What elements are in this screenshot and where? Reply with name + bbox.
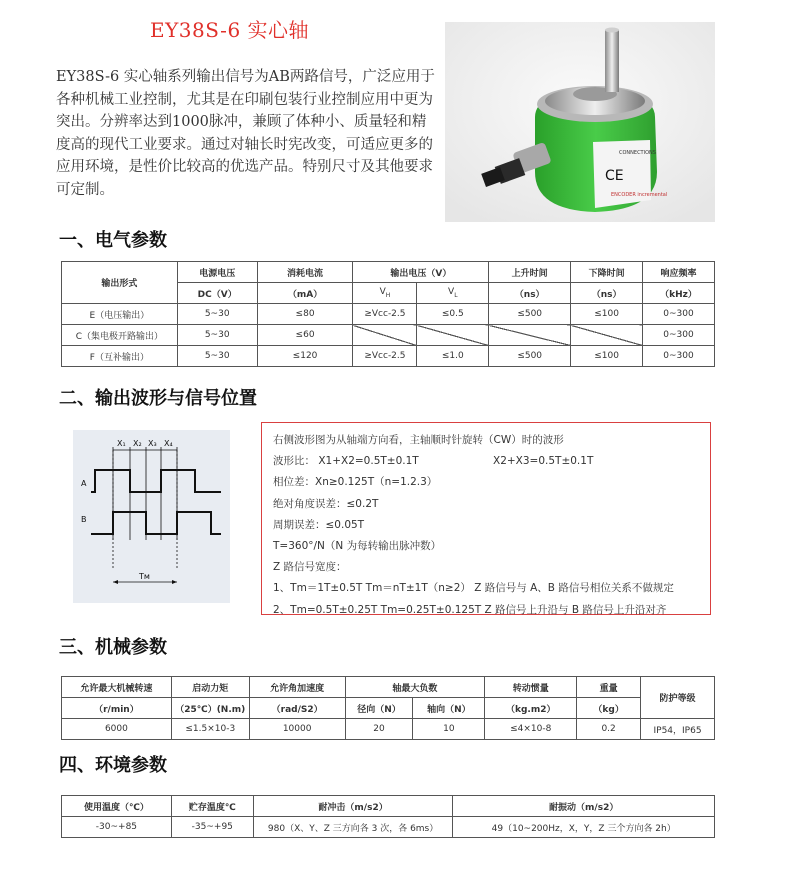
product-photo: [445, 22, 715, 222]
cell-torque: ≤1.5×10-3: [171, 719, 249, 740]
cell-speed: 6000: [62, 719, 172, 740]
electrical-table: [61, 261, 715, 367]
header-axial: 轴向（N）: [413, 698, 485, 719]
label-a: A: [81, 479, 87, 488]
cell-weight: 0.2: [577, 719, 641, 740]
cell-empty: [417, 325, 489, 346]
cell-vl: ≤1.0: [417, 346, 489, 367]
cell-empty: [571, 325, 643, 346]
cell-rise: ≤500: [489, 304, 571, 325]
cell-use-temp: -30~+85: [62, 817, 172, 838]
header-weight: 重量: [577, 677, 641, 698]
signal-description-box: [261, 422, 711, 615]
header-current: 消耗电流: [257, 262, 353, 283]
cell-protect: IP54，IP65: [641, 719, 715, 740]
header-output-form: 输出形式: [62, 262, 178, 304]
desc-line: Z 路信号宽度：: [273, 561, 347, 574]
cell-current: ≤60: [257, 325, 353, 346]
header-accel-unit: （rad/S2）: [249, 698, 345, 719]
mechanical-table: [61, 676, 715, 740]
cell-empty: [353, 325, 417, 346]
header-protect: 防护等级: [641, 677, 715, 719]
cell-freq: 0~300: [643, 346, 715, 367]
encoder-illustration: [445, 22, 715, 222]
cell-radial: 20: [345, 719, 413, 740]
header-rise: 上升时间: [489, 262, 571, 283]
section-waveform-title: 二、输出波形与信号位置: [59, 388, 257, 409]
cell-current: ≤120: [257, 346, 353, 367]
desc-ratio-2: X2+X3=0.5T±0.1T: [493, 455, 594, 468]
header-shock: 耐冲击（m/s2）: [253, 796, 453, 817]
cell-current: ≤80: [257, 304, 353, 325]
header-freq: 响应频率: [643, 262, 715, 283]
desc-line-ratio: [273, 451, 710, 472]
cell-form: E（电压输出）: [62, 304, 178, 325]
header-torque: 启动力矩: [171, 677, 249, 698]
signal-b-wave: [91, 512, 221, 534]
cell-vl: ≤0.5: [417, 304, 489, 325]
section-electrical-title: 一、电气参数: [59, 230, 167, 251]
label-tm: Tм: [139, 572, 150, 581]
cell-supply: 5~30: [177, 325, 257, 346]
section-environment-title: 四、环境参数: [59, 755, 167, 776]
desc-line: 2、Tm=0.5T±0.25T Tm=0.25T±0.125T Z 路信号上升沿与 B 路信号上升沿对齐: [273, 603, 667, 616]
table-row: [62, 817, 715, 838]
header-supply-unit: DC（V）: [177, 283, 257, 304]
label-b: B: [81, 515, 87, 524]
table-row: [62, 325, 715, 346]
table-row: [62, 304, 715, 325]
header-radial: 径向（N）: [345, 698, 413, 719]
signal-a-wave: [91, 470, 221, 492]
cell-vibration: 49（10~200Hz，X，Y，Z 三个方向各 2h）: [453, 817, 715, 838]
header-fall-unit: （ns）: [571, 283, 643, 304]
cell-store-temp: -35~+95: [171, 817, 253, 838]
header-inertia: 转动惯量: [485, 677, 577, 698]
desc-line: 右侧波形图为从轴端方向看，主轴顺时针旋转（CW）时的波形: [273, 434, 564, 446]
label-x1: X₁: [117, 439, 126, 448]
vl-label: V: [448, 287, 455, 298]
header-current-unit: （mA）: [257, 283, 353, 304]
cell-fall: ≤100: [571, 304, 643, 325]
vl-sub: L: [454, 291, 458, 299]
desc-line: 1、Tm＝1T±0.5T Tm＝nT±1T（n≥2） Z 路信号与 A、B 路信号相位关系不做规定: [273, 582, 674, 595]
waveform-diagram: [73, 430, 230, 603]
cell-empty: [489, 325, 571, 346]
header-torque-unit: （25℃）(N.m): [171, 698, 249, 719]
table-row: [62, 346, 715, 367]
cell-axial: 10: [413, 719, 485, 740]
label-x2: X₂: [133, 439, 142, 448]
header-vl: [417, 283, 489, 304]
vh-label: V: [379, 287, 386, 298]
header-inertia-unit: （kg.m2）: [485, 698, 577, 719]
section-mechanical-title: 三、机械参数: [59, 637, 167, 658]
header-use-temp: 使用温度（℃）: [62, 796, 172, 817]
table-row: [62, 719, 715, 740]
cell-accel: 10000: [249, 719, 345, 740]
cell-inertia: ≤4×10-8: [485, 719, 577, 740]
label-line-2: ENCODER incremental: [611, 192, 668, 198]
header-weight-unit: （kg）: [577, 698, 641, 719]
label-x4: X₄: [164, 439, 173, 448]
header-freq-unit: （kHz）: [643, 283, 715, 304]
header-speed-unit: （r/min）: [62, 698, 172, 719]
vh-sub: H: [385, 291, 391, 299]
cell-vh: ≥Vcc-2.5: [353, 304, 417, 325]
cell-vh: ≥Vcc-2.5: [353, 346, 417, 367]
tm-arrow-left: [113, 580, 118, 584]
cell-rise: ≤500: [489, 346, 571, 367]
label-line-1: CONNECTIONS: [619, 150, 656, 156]
cell-form: F（互补输出）: [62, 346, 178, 367]
header-vibration: 耐振动（m/s2）: [453, 796, 715, 817]
desc-line: T=360°/N（N 为每转输出脉冲数）: [273, 540, 442, 553]
page-title: EY38S-6 实心轴: [150, 18, 310, 42]
cell-form: C（集电极开路输出）: [62, 325, 178, 346]
cell-freq: 0~300: [643, 325, 715, 346]
desc-ratio-1: 波形比： X1+X2=0.5T±0.1T: [273, 455, 419, 468]
header-fall: 下降时间: [571, 262, 643, 283]
tm-arrow-right: [172, 580, 177, 584]
cell-supply: 5~30: [177, 346, 257, 367]
cell-fall: ≤100: [571, 346, 643, 367]
desc-line: 绝对角度误差：≤0.2T: [273, 497, 379, 510]
environment-table: [61, 795, 715, 838]
cell-shock: 980（X、Y、Z 三方向各 3 次，各 6ms）: [253, 817, 453, 838]
intro-paragraph: EY38S-6 实心轴系列输出信号为AB两路信号，广泛应用于各种机械工业控制，尤其是在印刷包装行业控制应用中更为突出。分辨率达到1000脉冲，兼顾了体种小、质量轻和精度高的现代工业要求。通过对轴长时宪改变，可适应更多的应用环境，是性价比较高的优选产品。特别尺寸及其他要求可定制。: [56, 69, 435, 198]
header-vh: [353, 283, 417, 304]
header-supply: 电源电压: [177, 262, 257, 283]
header-accel: 允许角加速度: [249, 677, 345, 698]
cell-supply: 5~30: [177, 304, 257, 325]
header-load: 轴最大负数: [345, 677, 485, 698]
header-store-temp: 贮存温度℃: [171, 796, 253, 817]
desc-line: 周期误差：≤0.05T: [273, 518, 365, 531]
desc-line: 相位差：Xn≥0.125T（n=1.2.3）: [273, 476, 438, 489]
header-rise-unit: （ns）: [489, 283, 571, 304]
label-x3: X₃: [148, 439, 157, 448]
waveform-svg: [73, 430, 230, 603]
cell-freq: 0~300: [643, 304, 715, 325]
ce-mark: CE: [605, 168, 624, 184]
header-output-voltage: 输出电压（V）: [353, 262, 489, 283]
header-speed: 允许最大机械转速: [62, 677, 172, 698]
